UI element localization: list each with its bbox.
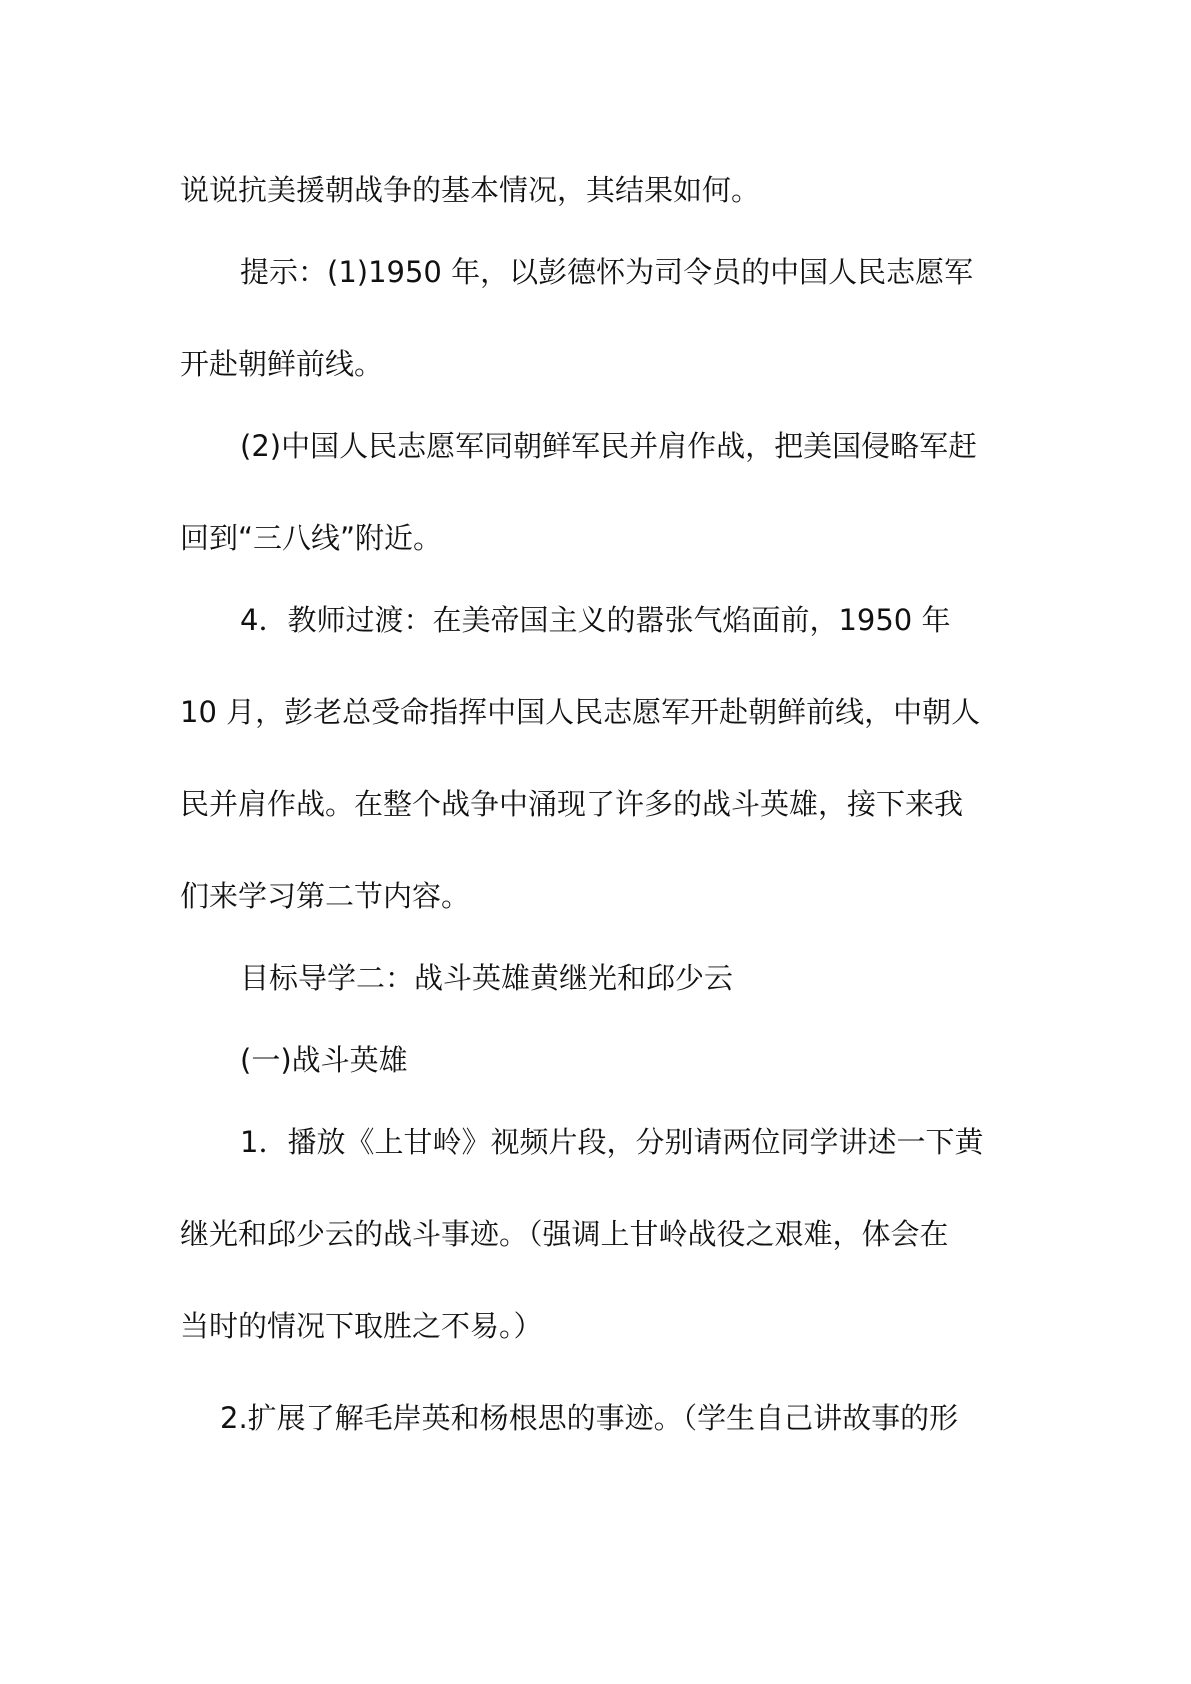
text-line: 继光和邱少云的战斗事迹。（强调上甘岭战役之艰难，体会在 bbox=[180, 1217, 949, 1251]
text-line: (2)中国人民志愿军同朝鲜军民并肩作战，把美国侵略军赶 bbox=[240, 429, 978, 463]
text-line: 提示：(1)1950 年，以彭德怀为司令员的中国人民志愿军 bbox=[240, 255, 974, 289]
text-line: 4．教师过渡：在美帝国主义的嚣张气焰面前，1950 年 bbox=[240, 603, 951, 637]
text-line: 开赴朝鲜前线。 bbox=[180, 347, 384, 381]
section-heading: 目标导学二：战斗英雄黄继光和邱少云 bbox=[240, 961, 734, 995]
text-line: 10 月，彭老总受命指挥中国人民志愿军开赴朝鲜前线，中朝人 bbox=[180, 695, 981, 729]
text-line: 回到“三八线”附近。 bbox=[180, 521, 443, 555]
text-line: 2.扩展了解毛岸英和杨根思的事迹。（学生自己讲故事的形 bbox=[220, 1401, 959, 1435]
text-line: 说说抗美援朝战争的基本情况，其结果如何。 bbox=[180, 173, 761, 207]
text-line: 当时的情况下取胜之不易。） bbox=[180, 1309, 543, 1343]
text-line: 民并肩作战。在整个战争中涌现了许多的战斗英雄，接下来我 bbox=[180, 787, 964, 821]
text-line: 1．播放《上甘岭》视频片段，分别请两位同学讲述一下黄 bbox=[240, 1125, 984, 1159]
text-line: 们来学习第二节内容。 bbox=[180, 879, 471, 913]
subsection-heading: (一)战斗英雄 bbox=[240, 1043, 408, 1077]
